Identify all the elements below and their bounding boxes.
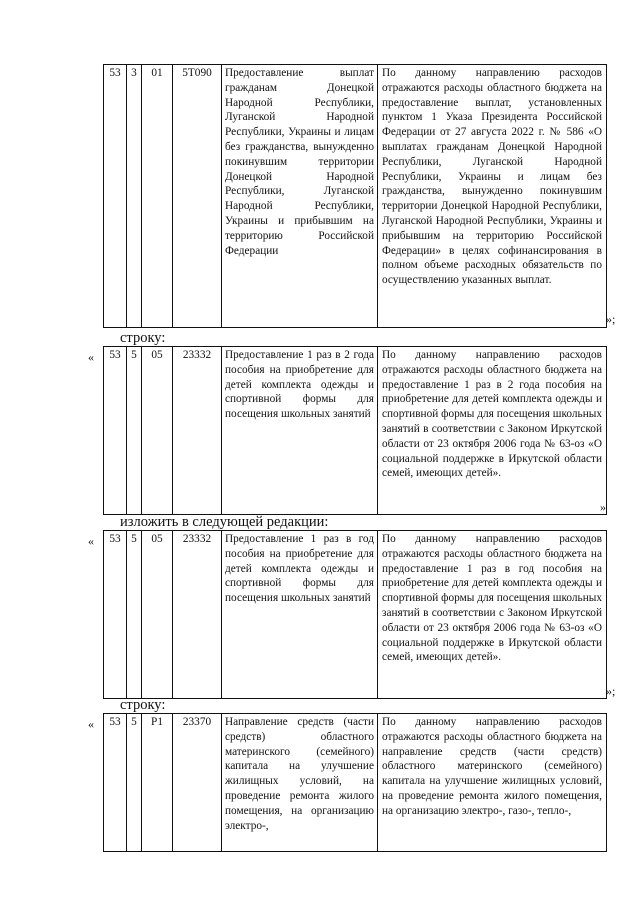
event-code: 05 xyxy=(142,347,173,515)
program-code: 53 xyxy=(104,531,127,699)
program-code: 53 xyxy=(104,347,127,515)
subprogram-code: 5 xyxy=(127,714,142,852)
program-code: 53 xyxy=(104,714,127,852)
subprogram-code: 5 xyxy=(127,531,142,699)
table-row xyxy=(104,65,607,328)
subprogram-code: 5 xyxy=(127,347,142,515)
event-code: 05 xyxy=(142,531,173,699)
direction-code: 5Т090 xyxy=(173,65,222,328)
direction-code: 23370 xyxy=(173,714,222,852)
table-row xyxy=(104,714,607,852)
budget-code-table-4 xyxy=(103,713,607,852)
closing-quote: »; xyxy=(606,684,616,698)
closing-quote: » xyxy=(600,500,606,514)
row-description: Направление средств (части средств) областного материнского (семейного) капитала на улучшение жилищных условий, на проведение ремонта жилого помещения, на организацию электро-, xyxy=(222,714,378,852)
direction-code: 23332 xyxy=(173,531,222,699)
program-code: 53 xyxy=(104,65,127,328)
row-direction-text: По данному направлению расходов отражаются расходы областного бюджета на направление средств (части средств) областного материнского (семейного) капитала на улучшение жилищных условий, на проведение ремонта жилого помещения, на организацию электро-, газо-, тепло-, xyxy=(378,714,607,852)
opening-quote: « xyxy=(88,717,94,731)
row-direction-text: По данному направлению расходов отражаются расходы областного бюджета на предоставление 1 раз в год пособия на приобретение для детей комплекта одежды и спортивной формы для посещения школьных занятий в соответствии с Законом Иркутской области от 23 октября 2006 года № 63-оз «О социальной поддержке в Иркутской области семей, имеющих детей». xyxy=(378,531,607,699)
subprogram-code: 3 xyxy=(127,65,142,328)
opening-quote: « xyxy=(88,350,94,364)
row-description: Предоставление выплат гражданам Донецкой Народной Республики, Луганской Народной Республики, Украины и лицам без гражданства, вынужденно покинувшим территории Донецкой Народной Республики, Луганской Народной Республики, Украины и прибывшим на территорию Российской Федерации xyxy=(222,65,378,328)
section-label-new-edition: изложить в следующей редакции: xyxy=(120,514,329,530)
budget-code-table-1 xyxy=(103,64,607,328)
row-description: Предоставление 1 раз в год пособия на приобретение для детей комплекта одежды и спортивной формы для посещения школьных занятий xyxy=(222,531,378,699)
table-row xyxy=(104,531,607,699)
section-label-stroku: строку: xyxy=(120,330,166,346)
row-description: Предоставление 1 раз в 2 года пособия на приобретение для детей комплекта одежды и спортивной формы для посещения школьных занятий xyxy=(222,347,378,515)
budget-code-table-3 xyxy=(103,530,607,699)
closing-quote: »; xyxy=(606,312,616,326)
budget-code-table-2 xyxy=(103,346,607,515)
event-code: Р1 xyxy=(142,714,173,852)
event-code: 01 xyxy=(142,65,173,328)
table-row xyxy=(104,347,607,515)
section-label-stroku: строку: xyxy=(120,697,166,713)
opening-quote: « xyxy=(88,534,94,548)
direction-code: 23332 xyxy=(173,347,222,515)
row-direction-text: По данному направлению расходов отражаются расходы областного бюджета на предоставление 1 раз в 2 года пособия на приобретение для детей комплекта одежды и спортивной формы для посещения школьных занятий в соответствии с Законом Иркутской области от 23 октября 2006 года № 63-оз «О социальной поддержке в Иркутской области семей, имеющих детей». xyxy=(378,347,607,515)
row-direction-text: По данному направлению расходов отражаются расходы областного бюджета на предоставление выплат, установленных пунктом 1 Указа Президента Российской Федерации от 27 августа 2022 г. № 586 «О выплатах гражданам Донецкой Народной Республики, Луганской Народной Республики, Украины и лицам без гражданства, вынужденно покинувшим территории Донецкой Народной Республики, Луганской Народной Республики, Украины и прибывшим на территорию Российской Федерации» в целях софинансирования в полном объеме расходных обязательств по осуществлению указанных выплат. xyxy=(378,65,607,328)
